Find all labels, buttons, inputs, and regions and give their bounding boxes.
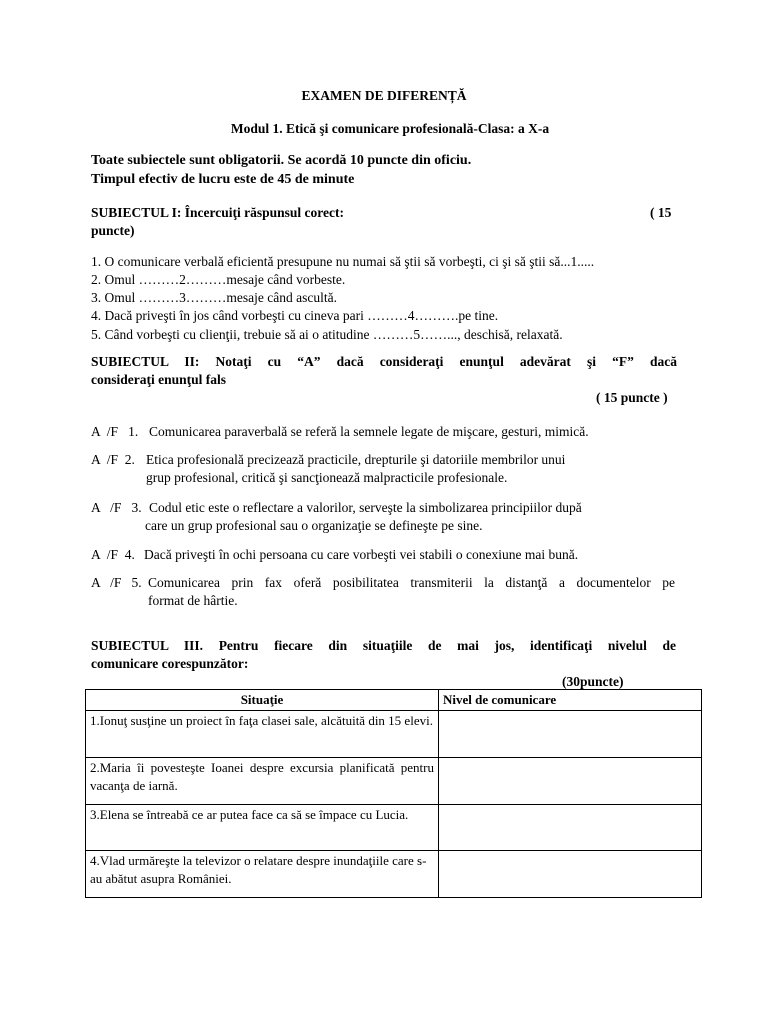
subject2-item-prefix: A /F 4. <box>91 547 135 562</box>
situations-table <box>85 689 702 898</box>
subject1-heading: SUBIECTUL I: Încercuiţi răspunsul corect: <box>91 205 345 220</box>
answer-cell[interactable] <box>439 758 702 805</box>
instructions-line-2: Timpul efectiv de lucru este de 45 de minute <box>91 172 355 187</box>
table-header-situation: Situaţie <box>86 690 439 711</box>
module-line: Modul 1. Etică şi comunicare profesională-Clasa: a X-a <box>230 121 550 136</box>
subject2-item-text: Comunicarea prin fax oferă posibilitatea transmiterii la distanţă a documentelor pe <box>148 575 675 590</box>
table-row <box>86 758 702 805</box>
subject1-item: 1. O comunicare verbală eficientă presupune nu numai să ştii să vorbeşti, ci şi să ştii să...1..... <box>91 254 595 269</box>
subject2-heading-line-2: consideraţi enunţul fals <box>91 372 227 387</box>
table-header-row <box>86 690 702 711</box>
subject2-item-text: grup profesional, critică şi sancţionează malpracticile profesionale. <box>146 470 508 485</box>
subject3-heading-line-1: SUBIECTUL III. Pentru fiecare din situaţiile de mai jos, identificaţi nivelul de <box>91 638 676 653</box>
situation-cell: 3.Elena se întreabă ce ar putea face ca să se împace cu Lucia. <box>86 805 439 851</box>
subject2-points: ( 15 puncte ) <box>596 390 668 405</box>
exam-title: EXAMEN DE DIFERENȚĂ <box>301 88 467 103</box>
situation-cell: 1.Ionuţ susţine un proiect în faţa clasei sale, alcătuită din 15 elevi. <box>86 711 439 758</box>
subject2-item-text: care un grup profesional sau o organizaţie se defineşte pe sine. <box>145 518 483 533</box>
subject2-item-text: Etica profesională precizează practicile, drepturile şi datoriile membrilor unui <box>146 452 566 467</box>
subject1-item: 4. Dacă priveşti în jos când vorbeşti cu cineva pari ………4……….pe tine. <box>91 308 499 323</box>
table-header-level: Nivel de comunicare <box>439 690 702 711</box>
subject1-points-b: puncte) <box>91 223 135 238</box>
subject2-item-text: Comunicarea paraverbală se referă la semnele legate de mişcare, gesturi, mimică. <box>149 424 589 439</box>
subject2-item-text: Dacă priveşti în ochi persoana cu care vorbeşti vei stabili o conexiune mai bună. <box>144 547 579 562</box>
subject2-item-prefix: A /F 5. <box>91 575 142 590</box>
table-row <box>86 805 702 851</box>
situation-cell: 2.Maria îi povesteşte Ioanei despre excursia planificată pentru vacanţa de iarnă. <box>86 758 439 805</box>
subject2-heading-line-1: SUBIECTUL II: Notaţi cu “A” dacă consideraţi enunţul adevărat şi “F” dacă <box>91 354 677 369</box>
subject3-points: (30puncte) <box>562 674 624 689</box>
subject1-item: 3. Omul ………3………mesaje când ascultă. <box>91 290 337 305</box>
subject2-item-text: format de hârtie. <box>148 593 238 608</box>
subject2-item-prefix: A /F 2. <box>91 452 135 467</box>
subject3-heading-line-2: comunicare corespunzător: <box>91 656 249 671</box>
subject2-item-text: Codul etic este o reflectare a valorilor, serveşte la simbolizarea principiilor după <box>149 500 582 515</box>
subject1-item: 5. Când vorbeşti cu clienţii, trebuie să ai o atitudine ………5……..., deschisă, relaxată. <box>91 327 563 342</box>
subject2-item-prefix: A /F 3. <box>91 500 142 515</box>
answer-cell[interactable] <box>439 851 702 898</box>
subject2-item-prefix: A /F 1. <box>91 424 139 439</box>
subject1-item: 2. Omul ………2………mesaje când vorbeste. <box>91 272 346 287</box>
table-row <box>86 711 702 758</box>
answer-cell[interactable] <box>439 711 702 758</box>
situation-cell: 4.Vlad urmăreşte la televizor o relatare despre inundaţiile care s-au abătut asupra României. <box>86 851 439 898</box>
instructions-line-1: Toate subiectele sunt obligatorii. Se acordă 10 puncte din oficiu. <box>91 153 472 168</box>
table-row <box>86 851 702 898</box>
subject1-points-a: ( 15 <box>650 205 672 220</box>
answer-cell[interactable] <box>439 805 702 851</box>
